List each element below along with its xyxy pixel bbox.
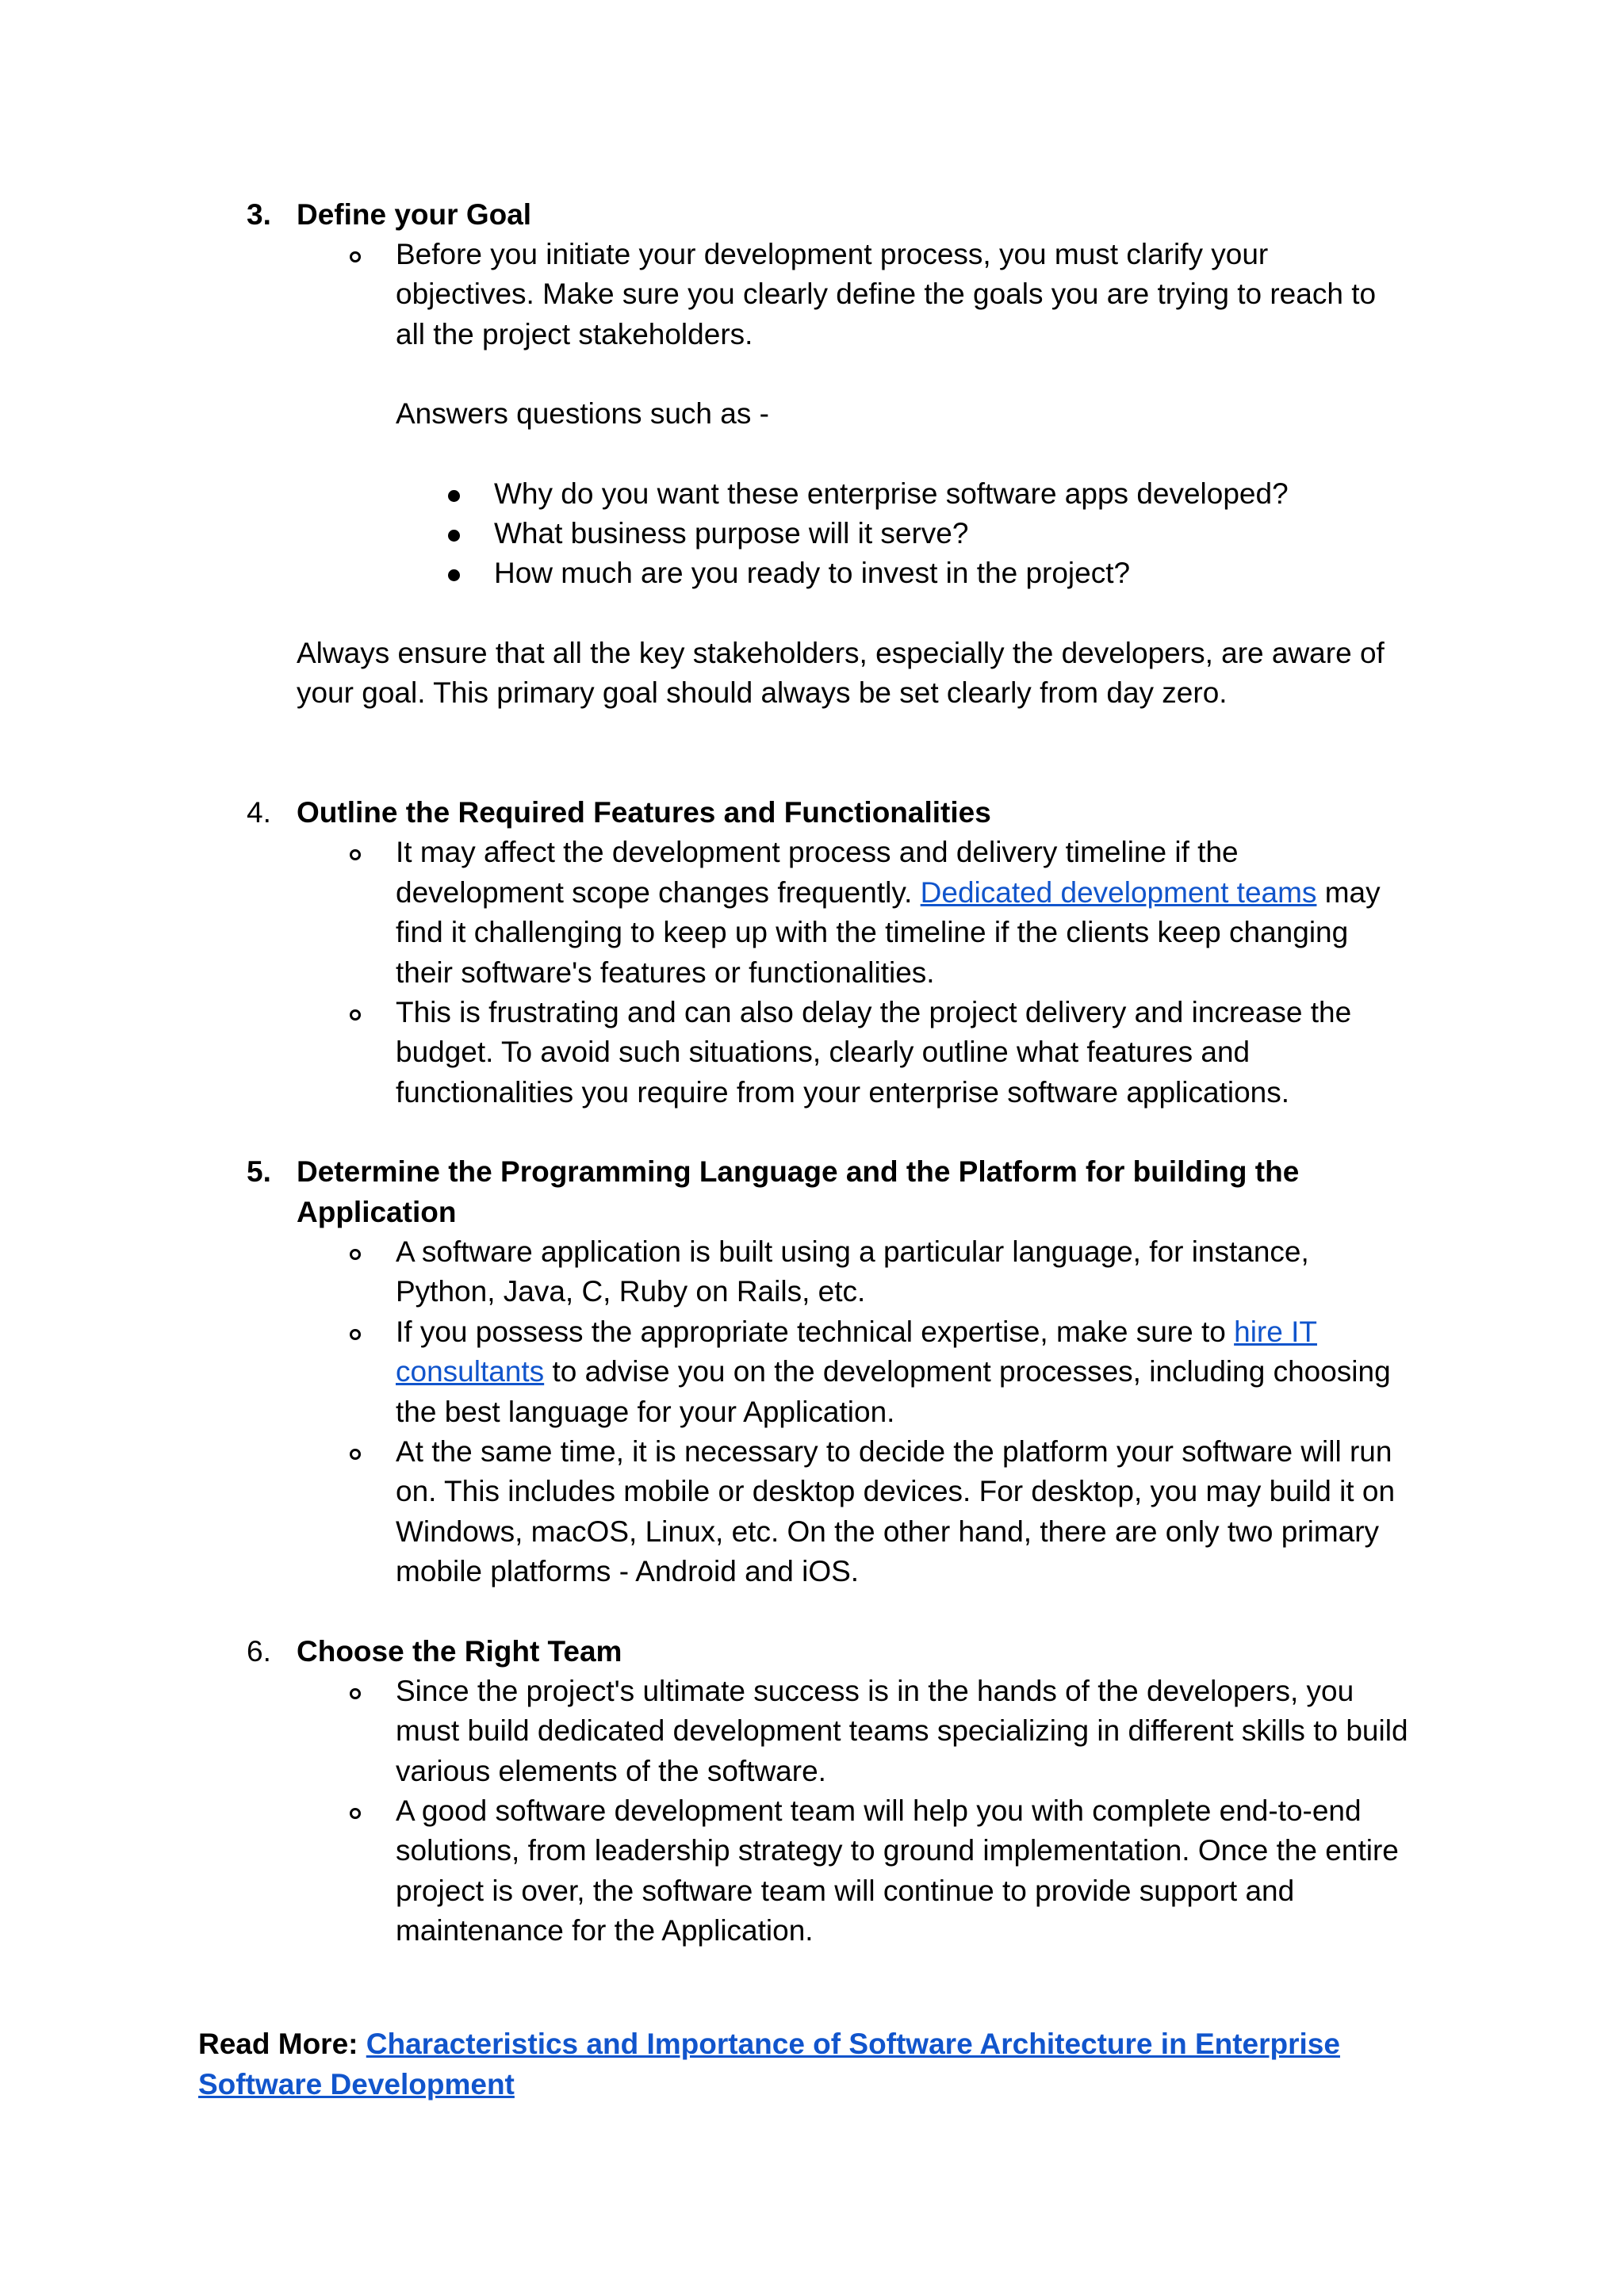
answers-intro: Answers questions such as -: [396, 397, 769, 430]
section-number: 6.: [247, 1635, 271, 1668]
section-title: Outline the Required Features and Functionalities: [297, 796, 991, 829]
read-more-line: [198, 2065, 515, 2104]
hollow-bullet-icon: [350, 1449, 361, 1460]
paragraph-line: various elements of the software.: [396, 1755, 826, 1787]
paragraph-line: At the same time, it is necessary to decide the platform your software will run: [396, 1435, 1392, 1468]
text-run: development scope changes frequently.: [396, 876, 921, 909]
paragraph-line: functionalities you require from your enterprise software applications.: [396, 1076, 1290, 1109]
hire-it-consultants-link[interactable]: hire IT: [1234, 1316, 1317, 1348]
read-more-link[interactable]: Software Development: [198, 2068, 515, 2101]
section-number: 5.: [247, 1155, 271, 1188]
bullet-icon: [448, 530, 460, 542]
hollow-bullet-icon: [350, 1808, 361, 1819]
paragraph-line: mobile platforms - Android and iOS.: [396, 1555, 860, 1587]
hollow-bullet-icon: [350, 849, 361, 860]
paragraph-line: all the project stakeholders.: [396, 318, 753, 350]
section-title: Choose the Right Team: [297, 1635, 622, 1668]
paragraph-line: solutions, from leadership strategy to ground implementation. Once the entire: [396, 1834, 1399, 1867]
paragraph-line: Since the project's ultimate success is in the hands of the developers, you: [396, 1675, 1354, 1707]
paragraph-line: It may affect the development process and delivery timeline if the: [396, 836, 1239, 868]
question-item: What business purpose will it serve?: [494, 517, 969, 550]
bullet-icon: [448, 490, 460, 502]
paragraph-line: A good software development team will help you with complete end-to-end: [396, 1794, 1362, 1827]
paragraph-line: Windows, macOS, Linux, etc. On the other hand, there are only two primary: [396, 1515, 1380, 1548]
paragraph-line: maintenance for the Application.: [396, 1914, 814, 1947]
hollow-bullet-icon: [350, 1329, 361, 1340]
bullet-icon: [448, 569, 460, 581]
hollow-bullet-icon: [350, 1009, 361, 1021]
question-item: How much are you ready to invest in the project?: [494, 557, 1131, 589]
question-item: Why do you want these enterprise software apps developed?: [494, 477, 1289, 510]
section-title-line: Application: [297, 1196, 457, 1228]
section-title: Define your Goal: [297, 198, 532, 231]
section-number: 4.: [247, 796, 271, 829]
paragraph-line: find it challenging to keep up with the timeline if the clients keep changing: [396, 916, 1349, 948]
paragraph-line: project is over, the software team will continue to provide support and: [396, 1875, 1295, 1907]
paragraph-line: objectives. Make sure you clearly define the goals you are trying to reach to: [396, 278, 1377, 310]
paragraph-line: their software's features or functionalities.: [396, 956, 935, 989]
dedicated-development-teams-link[interactable]: Dedicated development teams: [920, 876, 1317, 909]
paragraph-line: [396, 873, 1381, 913]
text-run: to advise you on the development processes, including choosing: [544, 1355, 1391, 1388]
paragraph-line: [396, 1312, 1317, 1352]
read-more-line: [198, 2024, 1340, 2064]
read-more-link[interactable]: Characteristics and Importance of Software Architecture in Enterprise: [366, 2028, 1340, 2060]
paragraph-line: the best language for your Application.: [396, 1396, 895, 1428]
paragraph-line: This is frustrating and can also delay the project delivery and increase the: [396, 996, 1352, 1028]
hollow-bullet-icon: [350, 1249, 361, 1260]
paragraph-line: budget. To avoid such situations, clearly outline what features and: [396, 1036, 1251, 1068]
paragraph-line: must build dedicated development teams specializing in different skills to build: [396, 1714, 1408, 1747]
paragraph-line: on. This includes mobile or desktop devices. For desktop, you may build it on: [396, 1475, 1396, 1507]
paragraph-line: your goal. This primary goal should always be set clearly from day zero.: [297, 676, 1228, 709]
hollow-bullet-icon: [350, 1688, 361, 1699]
paragraph-line: [396, 1352, 1391, 1392]
paragraph-line: Python, Java, C, Ruby on Rails, etc.: [396, 1275, 866, 1308]
paragraph-line: Before you initiate your development process, you must clarify your: [396, 238, 1269, 270]
section-number: 3.: [247, 198, 271, 231]
section-title-line: Determine the Programming Language and the Platform for building the: [297, 1155, 1300, 1188]
read-more-label: Read More:: [198, 2028, 366, 2060]
text-run: may: [1316, 876, 1381, 909]
text-run: If you possess the appropriate technical expertise, make sure to: [396, 1316, 1235, 1348]
hollow-bullet-icon: [350, 251, 361, 262]
hire-it-consultants-link[interactable]: consultants: [396, 1355, 545, 1388]
paragraph-line: A software application is built using a particular language, for instance,: [396, 1235, 1309, 1268]
paragraph-line: Always ensure that all the key stakeholders, especially the developers, are aware of: [297, 637, 1385, 669]
